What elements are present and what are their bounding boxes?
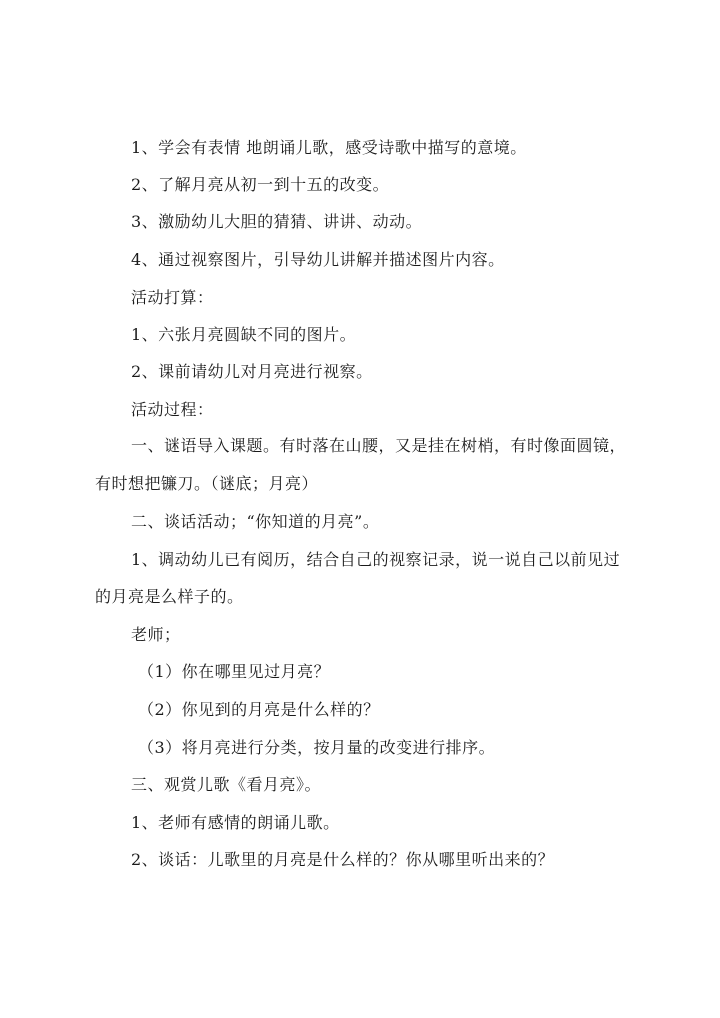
step-one-riddle-continued: 有时想把镰刀。（谜底；月亮） [95,474,319,493]
objective-3: 3、激励幼儿大胆的猜猜、讲讲、动动。 [131,212,423,231]
step-two-item-1: 1、调动幼儿已有阅历，结合自己的视察记录，说一说自己以前见过 [131,550,621,569]
step-two-conversation: 二、谈话活动；“你知道的月亮”。 [131,512,380,531]
objective-1: 1、学会有表情 地朗诵儿歌，感受诗歌中描写的意境。 [131,138,527,157]
step-three-item-2: 2、谈话：儿歌里的月亮是什么样的？你从哪里听出来的？ [131,850,555,869]
step-three-song: 三、观赏儿歌《看月亮》。 [131,775,322,794]
preparation-1: 1、六张月亮圆缺不同的图片。 [131,325,357,344]
teacher-label: 老师； [131,625,181,644]
objective-2: 2、了解月亮从初一到十五的改变。 [131,175,390,194]
preparation-2: 2、课前请幼儿对月亮进行视察。 [131,362,373,381]
teacher-question-2: （2）你见到的月亮是什么样的？ [138,700,380,719]
step-three-item-1: 1、老师有感情的朗诵儿歌。 [131,813,340,832]
section-heading-process: 活动过程： [131,400,214,419]
section-heading-preparation: 活动打算： [131,288,214,307]
teacher-question-3: （3）将月亮进行分类，按月量的改变进行排序。 [138,738,496,757]
step-one-riddle: 一、谜语导入课题。有时落在山腰，又是挂在树梢，有时像面圆镜， [131,436,627,455]
objective-4: 4、通过视察图片，引导幼儿讲解并描述图片内容。 [131,250,505,269]
step-two-item-1-continued: 的月亮是么样子的。 [95,587,244,606]
teacher-question-1: （1）你在哪里见过月亮？ [138,662,331,681]
